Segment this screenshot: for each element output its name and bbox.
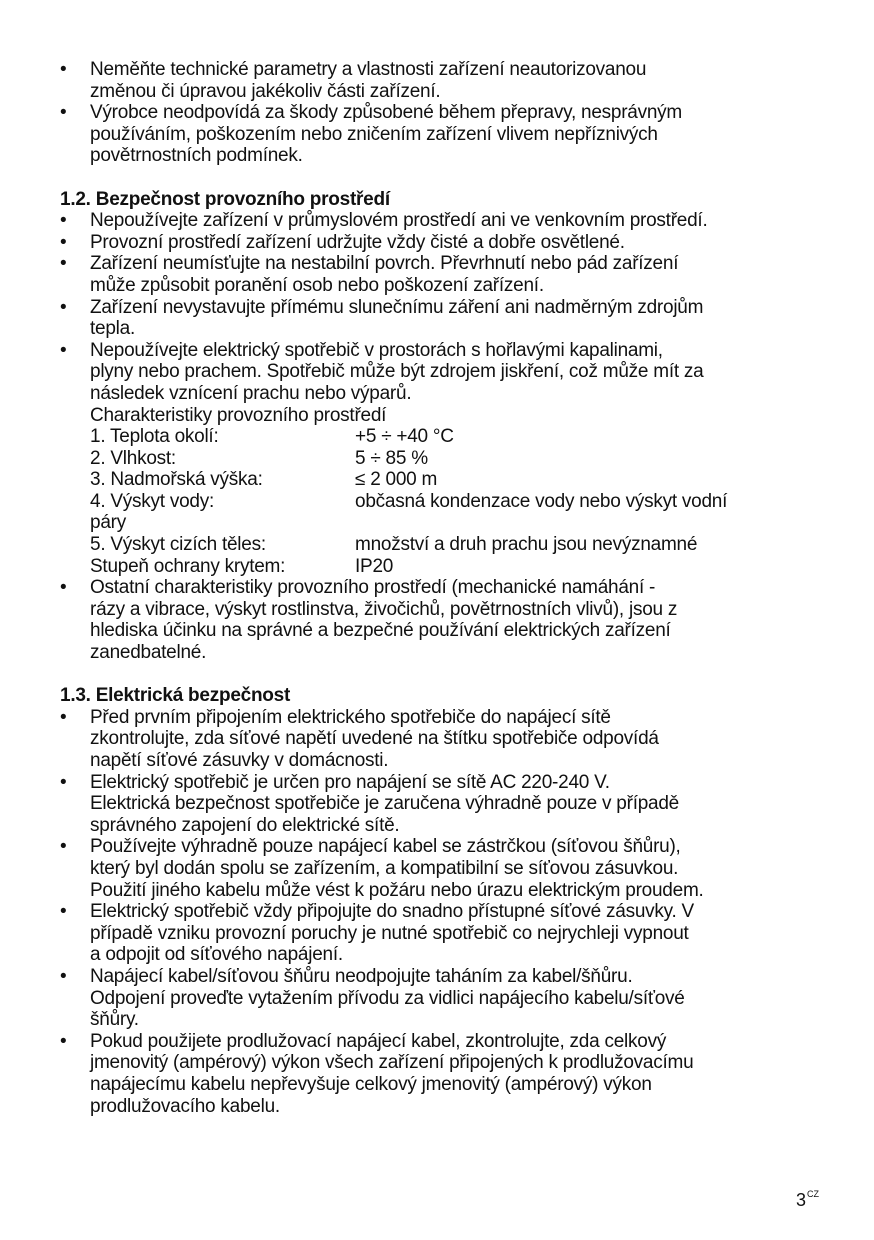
spec-row bbox=[60, 556, 840, 578]
page-language-suffix: CZ bbox=[807, 1189, 820, 1199]
bullet-icon: • bbox=[60, 706, 67, 728]
section-heading: 1.2. Bezpečnost provozního prostředí bbox=[60, 188, 390, 210]
line-text: zanedbatelné. bbox=[90, 642, 207, 664]
list-item-line bbox=[60, 59, 840, 81]
list-item bbox=[60, 340, 840, 405]
list-item-line bbox=[60, 642, 840, 664]
bullet-icon: • bbox=[60, 296, 67, 318]
list-item bbox=[60, 577, 840, 663]
list-item bbox=[60, 210, 840, 232]
bullet-icon: • bbox=[60, 901, 67, 923]
list-item-line bbox=[60, 707, 840, 729]
list-item-line bbox=[60, 793, 840, 815]
line-text: Zařízení nevystavujte přímému slunečnímu záření ani nadměrným zdrojům bbox=[90, 296, 704, 318]
list-item-line bbox=[60, 620, 840, 642]
line-text: tepla. bbox=[90, 318, 135, 340]
line-text: Odpojení proveďte vytažením přívodu za vidlici napájecího kabelu/síťové bbox=[90, 987, 685, 1009]
bullet-icon: • bbox=[60, 965, 67, 987]
list-item-line bbox=[60, 383, 840, 405]
list-item-line bbox=[60, 340, 840, 362]
bullet-icon: • bbox=[60, 102, 67, 124]
list-item-line bbox=[60, 577, 840, 599]
line-text: Použití jiného kabelu může vést k požáru nebo úrazu elektrickým proudem. bbox=[90, 879, 704, 901]
spec-value: +5 ÷ +40 °C bbox=[355, 426, 454, 448]
line-text: případě vzniku provozní poruchy je nutné spotřebič co nejrychleji vypnout bbox=[90, 922, 689, 944]
document-body bbox=[60, 59, 840, 1117]
list-item-line bbox=[60, 836, 840, 858]
list-item-line bbox=[60, 297, 840, 319]
bullet-icon: • bbox=[60, 1030, 67, 1052]
spec-row bbox=[60, 426, 840, 448]
spec-label: Stupeň ochrany krytem: bbox=[90, 555, 286, 577]
line-text: Pokud použijete prodlužovací napájecí kabel, zkontrolujte, zda celkový bbox=[90, 1030, 667, 1052]
spec-value: IP20 bbox=[355, 555, 394, 577]
list-item-line bbox=[60, 1074, 840, 1096]
bullet-icon: • bbox=[60, 253, 67, 275]
line-text: prodlužovacího kabelu. bbox=[90, 1095, 280, 1117]
spec-value: ≤ 2 000 m bbox=[355, 469, 438, 491]
spec-label: 3. Nadmořská výška: bbox=[90, 469, 263, 491]
spec-row bbox=[60, 491, 840, 513]
line-text: napětí síťové zásuvky v domácnosti. bbox=[90, 750, 389, 771]
list-item bbox=[60, 901, 840, 966]
line-text: může způsobit poranění osob nebo poškození zařízení. bbox=[90, 274, 544, 296]
list-item-line bbox=[60, 599, 840, 621]
list-item-line bbox=[60, 966, 840, 988]
bullet-icon: • bbox=[60, 59, 67, 80]
text-line: páry bbox=[90, 512, 126, 534]
spec-value: občasná kondenzace vody nebo výskyt vodní bbox=[355, 490, 728, 512]
list-item bbox=[60, 772, 840, 837]
line-text: povětrnostních podmínek. bbox=[90, 145, 303, 167]
line-text: plyny nebo prachem. Spotřebič může být zdrojem jiskření, což může mít za bbox=[90, 361, 704, 383]
list-item-line bbox=[60, 858, 840, 880]
list-item-line bbox=[60, 923, 840, 945]
line-text: Před prvním připojením elektrického spotřebiče do napájecí sítě bbox=[90, 706, 611, 728]
line-text: následek vznícení prachu nebo výparů. bbox=[90, 382, 412, 404]
line-text: změnou či úpravou jakékoliv části zařízení. bbox=[90, 80, 441, 102]
blank-line bbox=[60, 167, 840, 189]
list-item-line bbox=[60, 988, 840, 1010]
spec-value: 5 ÷ 85 % bbox=[355, 447, 428, 469]
list-item-line bbox=[60, 772, 840, 794]
bullet-icon: • bbox=[60, 231, 67, 253]
line-text: a odpojit od síťového napájení. bbox=[90, 944, 343, 966]
spec-value: množství a druh prachu jsou nevýznamné bbox=[355, 534, 698, 556]
spec-row bbox=[60, 469, 840, 491]
bullet-icon: • bbox=[60, 771, 67, 793]
list-item-line bbox=[60, 1031, 840, 1053]
line-text: rázy a vibrace, výskyt rostlinstva, živočichů, povětrnostních vlivů), jsou z bbox=[90, 598, 678, 620]
list-item bbox=[60, 966, 840, 1031]
page-number-value: 3 bbox=[796, 1190, 807, 1210]
list-item-line bbox=[60, 81, 840, 103]
list-item-line bbox=[60, 275, 840, 297]
list-item-line bbox=[60, 232, 840, 254]
line-text: Napájecí kabel/síťovou šňůru neodpojujte taháním za kabel/šňůru. bbox=[90, 965, 633, 987]
line-text: jmenovitý (ampérový) výkon všech zařízení připojených k prodlužovacímu bbox=[90, 1052, 694, 1074]
bullet-icon: • bbox=[60, 339, 67, 361]
spec-label: 4. Výskyt vody: bbox=[90, 490, 215, 512]
list-item-line bbox=[60, 124, 840, 146]
list-item-line bbox=[60, 880, 840, 902]
line-text: používáním, poškozením nebo zničením zařízení vlivem nepříznivých bbox=[90, 123, 658, 145]
spec-label: 5. Výskyt cizích těles: bbox=[90, 534, 266, 556]
list-item-line bbox=[60, 318, 840, 340]
list-item bbox=[60, 59, 840, 102]
line-text: napájecímu kabelu nepřevyšuje celkový jmenovitý (ampérový) výkon bbox=[90, 1073, 652, 1095]
list-item-line bbox=[60, 901, 840, 923]
list-item bbox=[60, 297, 840, 340]
line-text: Používejte výhradně pouze napájecí kabel se zástrčkou (síťovou šňůru), bbox=[90, 836, 681, 858]
line-text: Provozní prostředí zařízení udržujte vždy čisté a dobře osvětlené. bbox=[90, 231, 625, 253]
spec-row bbox=[60, 534, 840, 556]
list-item bbox=[60, 232, 840, 254]
list-item-line bbox=[60, 361, 840, 383]
list-item bbox=[60, 836, 840, 901]
line-text: Elektrická bezpečnost spotřebiče je zaručena výhradně pouze v případě bbox=[90, 793, 679, 815]
list-item-line bbox=[60, 750, 840, 772]
bullet-icon: • bbox=[60, 210, 67, 232]
list-item-line bbox=[60, 1009, 840, 1031]
bullet-icon: • bbox=[60, 577, 67, 599]
list-item-line bbox=[60, 253, 840, 275]
line-text: Neměňte technické parametry a vlastnosti zařízení neautorizovanou bbox=[90, 59, 647, 80]
page-number bbox=[796, 1190, 819, 1211]
line-text: šňůry. bbox=[90, 1009, 139, 1031]
list-item bbox=[60, 253, 840, 296]
list-item-line bbox=[60, 145, 840, 167]
spec-row bbox=[60, 448, 840, 470]
list-item bbox=[60, 707, 840, 772]
list-item-line bbox=[60, 210, 840, 232]
list-item-line bbox=[60, 728, 840, 750]
bullet-icon: • bbox=[60, 836, 67, 858]
line-text: Ostatní charakteristiky provozního prostředí (mechanické namáhání - bbox=[90, 577, 656, 599]
line-text: Nepoužívejte zařízení v průmyslovém prostředí ani ve venkovním prostředí. bbox=[90, 210, 708, 232]
spec-label: 1. Teplota okolí: bbox=[90, 426, 219, 448]
line-text: Výrobce neodpovídá za škody způsobené během přepravy, nesprávným bbox=[90, 102, 683, 124]
list-item bbox=[60, 1031, 840, 1117]
line-text: Zařízení neumísťujte na nestabilní povrch. Převrhnutí nebo pád zařízení bbox=[90, 253, 679, 275]
text-line: Charakteristiky provozního prostředí bbox=[90, 404, 387, 426]
line-text: správného zapojení do elektrické sítě. bbox=[90, 814, 400, 836]
line-text: Elektrický spotřebič je určen pro napájení se sítě AC 220-240 V. bbox=[90, 771, 610, 793]
line-text: hlediska účinku na správné a bezpečné používání elektrických zařízení bbox=[90, 620, 671, 642]
list-item-line bbox=[60, 1096, 840, 1118]
list-item-line bbox=[60, 815, 840, 837]
list-item bbox=[60, 102, 840, 167]
line-text: Nepoužívejte elektrický spotřebič v prostorách s hořlavými kapalinami, bbox=[90, 339, 663, 361]
list-item-line bbox=[60, 944, 840, 966]
line-text: zkontrolujte, zda síťové napětí uvedené na štítku spotřebiče odpovídá bbox=[90, 728, 659, 750]
blank-line bbox=[60, 664, 840, 686]
spec-label: 2. Vlhkost: bbox=[90, 447, 176, 469]
list-item-line bbox=[60, 1052, 840, 1074]
list-item-line bbox=[60, 102, 840, 124]
line-text: který byl dodán spolu se zařízením, a kompatibilní se síťovou zásuvkou. bbox=[90, 857, 679, 879]
line-text: Elektrický spotřebič vždy připojujte do snadno přístupné síťové zásuvky. V bbox=[90, 901, 694, 923]
section-heading: 1.3. Elektrická bezpečnost bbox=[60, 685, 291, 707]
